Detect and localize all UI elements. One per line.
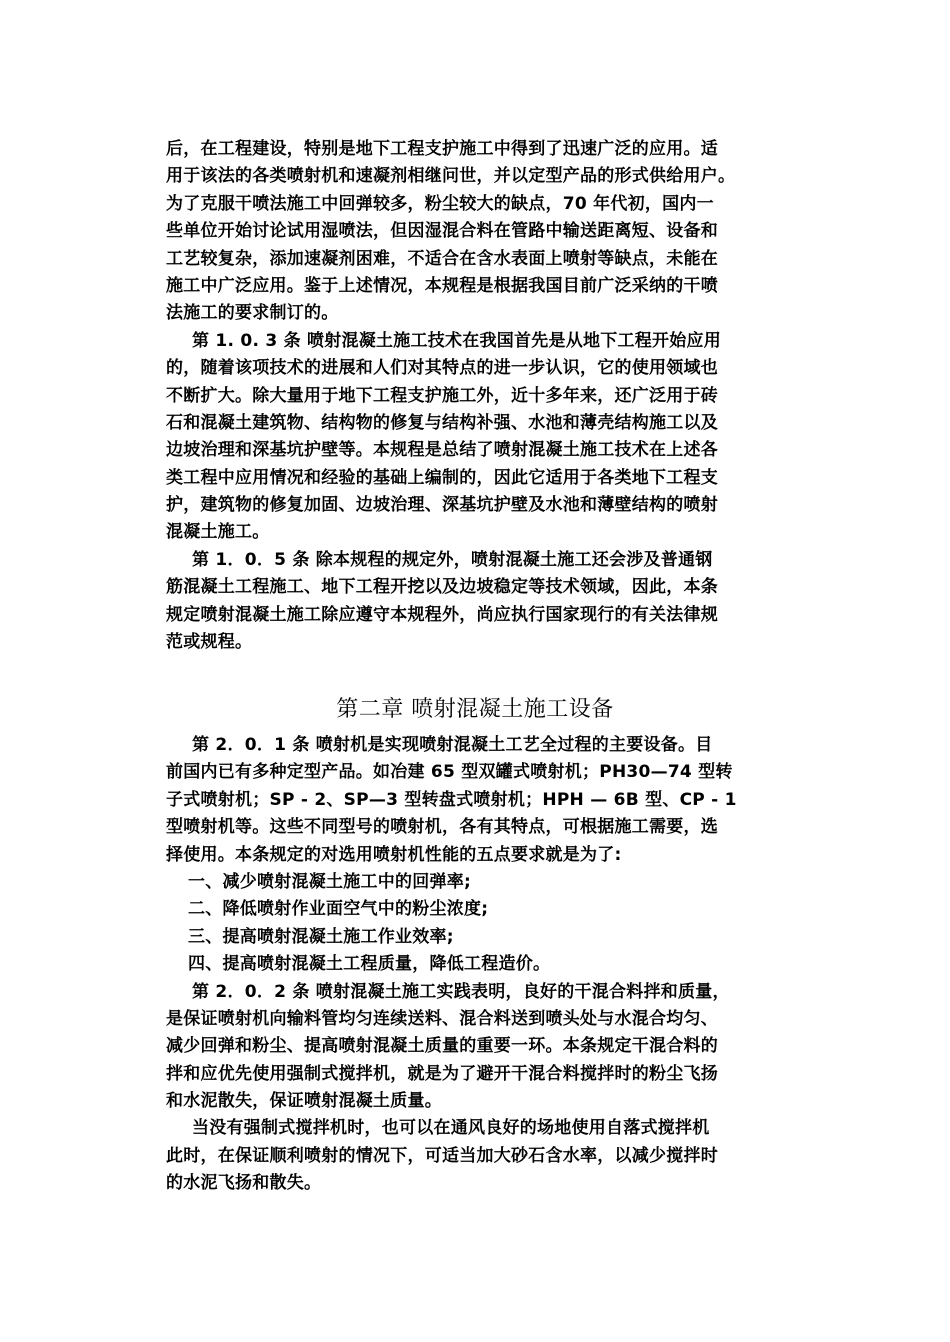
chapter-2-heading: 第二章 喷射混凝土施工设备 [336,697,614,722]
text-line: 范或规程。 [166,632,253,653]
text-line: 筋混凝土工程施工、地下工程开挖以及边坡稳定等技术领域，因此，本条 [166,577,718,598]
article-2-0-2-start: 第 2．0．2 条 喷射混凝土施工实践表明，良好的干混合料拌和质量， [192,981,730,1002]
text-line: 的，随着该项技术的进展和人们对其特点的进一步认识，它的使用领域也 [166,358,718,379]
text-line: 前国内已有多种定型产品。如冶建 65 型双罐式喷射机；PH30—74 型转 [166,762,733,783]
text-block-chapter-1 [166,136,791,656]
text-line: 为了克服干喷法施工中回弹较多，粉尘较大的缺点，70 年代初，国内一 [166,193,714,214]
text-line: 些单位开始讨论试用湿喷法，但因湿混合料在管路中输送距离短、设备和 [166,221,718,242]
article-2-0-1-start: 第 2．0．1 条 喷射机是实现喷射混凝土工艺全过程的主要设备。目 [192,735,713,755]
text-line: 择使用。本条规定的对选用喷射机性能的五点要求就是为了: [166,844,622,865]
text-line: 规定喷射混凝土施工除应遵守本规程外，尚应执行国家现行的有关法律规 [166,604,718,625]
paragraph-start: 当没有强制式搅拌机时，也可以在通风良好的场地使用自落式搅拌机 [192,1118,710,1139]
article-1-0-5-start: 第 1．0．5 条 除本规程的规定外，喷射混凝土施工还会涉及普通钢 [192,549,713,570]
text-line: 拌和应优先使用强制式搅拌机，就是为了避开干混合料搅拌时的粉尘飞扬 [166,1063,718,1084]
text-line: 混凝土施工。 [166,522,270,543]
text-line: 用于该法的各类喷射机和速凝剂相继问世，并以定型产品的形式供给用户。 [166,166,736,187]
list-item-3: 三、提高喷射混凝土施工作业效率; [188,926,454,947]
text-line: 工艺较复杂，添加速凝剂困难，不适合在含水表面上喷射等缺点，未能在 [166,248,718,269]
text-line: 的水泥飞扬和散失。 [166,1173,322,1194]
text-line: 石和混凝土建筑物、结构物的修复与结构补强、水池和薄壳结构施工以及 [166,412,718,433]
text-line: 子式喷射机；SP - 2、SP—3 型转盘式喷射机；HPH — 6B 型、CP - 1 [166,789,737,810]
text-line: 不断扩大。除大量用于地下工程支护施工外，近十多年来，还广泛用于砖 [166,385,718,406]
text-line: 减少回弹和粉尘、提高喷射混凝土质量的重要一环。本条规定干混合料的 [166,1036,718,1057]
text-line: 型喷射机等。这些不同型号的喷射机，各有其特点，可根据施工需要，选 [166,817,718,838]
list-item-1: 一、减少喷射混凝土施工中的回弹率; [188,871,472,892]
article-1-0-3-start: 第 1. 0. 3 条 喷射混凝土施工技术在我国首先是从地下工程开始应用 [192,330,721,351]
text-line: 是保证喷射机向输料管均匀连续送料、混合料送到喷头处与水混合均匀、 [166,1008,718,1029]
text-line: 边坡治理和深基坑护壁等。本规程是总结了喷射混凝土施工技术在上述各 [166,440,718,461]
text-line: 类工程中应用情况和经验的基础上编制的，因此它适用于各类地下工程支 [166,467,718,488]
text-line: 护，建筑物的修复加固、边坡治理、深基坑护壁及水池和薄壁结构的喷射 [166,495,718,516]
text-line: 法施工的要求制订的。 [166,303,339,324]
text-line: 施工中广泛应用。鉴于上述情况，本规程是根据我国目前广泛采纳的干喷 [166,275,718,296]
list-item-2: 二、降低喷射作业面空气中的粉尘浓度; [188,899,489,920]
text-line: 和水泥散失，保证喷射混凝土质量。 [166,1091,442,1112]
text-line: 后，在工程建设，特别是地下工程支护施工中得到了迅速广泛的应用。适 [166,139,718,159]
list-item-4: 四、提高喷射混凝土工程质量，降低工程造价。 [188,954,551,975]
text-line: 此时，在保证顺利喷射的情况下，可适当加大砂石含水率，以减少搅拌时 [166,1145,718,1166]
text-block-chapter-2 [166,732,791,1198]
